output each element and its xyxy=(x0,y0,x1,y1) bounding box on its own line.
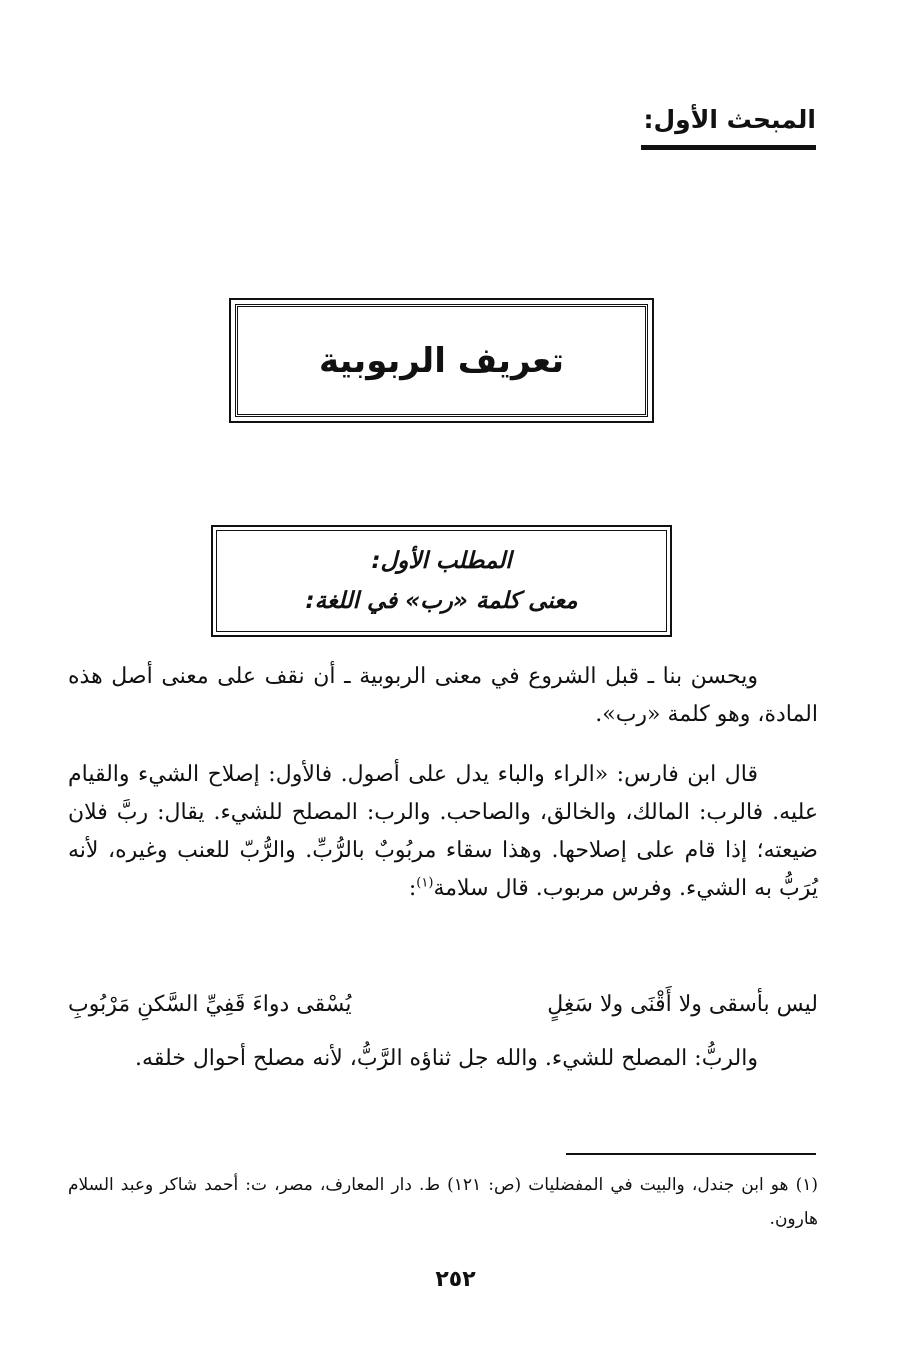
page-number: ٢٥٢ xyxy=(435,1267,476,1292)
paragraph-conclusion: والربُّ: المصلح للشيء. والله جل ثناؤه الرَّبُّ، لأنه مصلح أحوال خلقه. xyxy=(135,1046,758,1071)
title-frame xyxy=(229,298,654,423)
section-label: المطلب الأول: xyxy=(371,548,512,574)
footnote: (١) هو ابن جندل، والبيت في المفضليات (ص: ١٢١) ط. دار المعارف، مصر، ت: أحمد شاكر وعبد السلام هارون. xyxy=(68,1175,819,1229)
chapter-heading-underline xyxy=(641,145,816,150)
footnote-separator xyxy=(566,1153,816,1155)
paragraph-ibn-faris-colon: : xyxy=(408,876,417,901)
page-title: تعريف الربوبية xyxy=(318,340,565,381)
section-frame xyxy=(211,525,672,637)
title-frame-inner xyxy=(235,304,648,417)
poem-hemistich-first: ليس بأسقى ولا أَقْنَى ولا سَغِلٍ xyxy=(547,992,818,1017)
poem-verse xyxy=(68,985,818,1025)
paragraph-ibn-faris-text: قال ابن فارس: «الراء والباء يدل على أصول. فالأول: إصلاح الشيء والقيام عليه. فالرب: المالك، والخالق، والصاحب. والرب: المصلح للشيء. يقال: ربَّ فلان ضيعته؛ إذا قام على إصلاحها. وهذا سقاء مربُوبٌ بالرُّبِّ. والرُّبّ للعنب وغيره، لأنه يُرَبُّ به الشيء. وفرس مربوب. قال سلامة xyxy=(68,762,818,901)
paragraph-intro: ويحسن بنا ـ قبل الشروع في معنى الربوبية ـ أن نقف على معنى أصل هذه المادة، وهو كلمة «رب». xyxy=(68,664,818,727)
footnote-marker: (١) xyxy=(416,875,434,891)
poem-hemistich-second: يُسْقى دواءَ قَفِيِّ السَّكنِ مَرْبُوبِ xyxy=(68,992,352,1017)
section-title: معنى كلمة «رب» في اللغة: xyxy=(305,588,578,614)
section-frame-inner xyxy=(216,530,667,632)
paragraph-ibn-faris xyxy=(68,756,818,908)
chapter-heading: المبحث الأول: xyxy=(643,105,816,134)
